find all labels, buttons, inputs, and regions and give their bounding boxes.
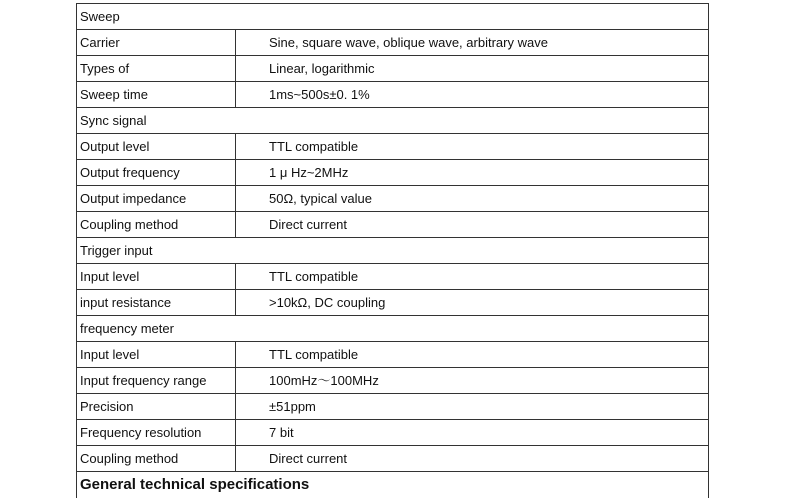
spec-label: Input frequency range — [77, 368, 236, 394]
spec-label: Output level — [77, 134, 236, 160]
section-header-row — [77, 316, 709, 342]
section-title: Sync signal — [77, 108, 709, 134]
spec-value: 50Ω, typical value — [236, 186, 709, 212]
spec-row — [77, 56, 709, 82]
spec-label: input resistance — [77, 290, 236, 316]
spec-row — [77, 134, 709, 160]
section-title: frequency meter — [77, 316, 709, 342]
spec-row — [77, 264, 709, 290]
spec-row — [77, 394, 709, 420]
spec-row — [77, 342, 709, 368]
spec-label: Coupling method — [77, 446, 236, 472]
spec-value: 1ms~500s±0. 1% — [236, 82, 709, 108]
spec-row — [77, 290, 709, 316]
spec-value: ±51ppm — [236, 394, 709, 420]
spec-label: Types of — [77, 56, 236, 82]
spec-row — [77, 420, 709, 446]
spec-value: TTL compatible — [236, 264, 709, 290]
spec-row — [77, 30, 709, 56]
spec-label: Output impedance — [77, 186, 236, 212]
spec-label: Input level — [77, 342, 236, 368]
spec-label: Carrier — [77, 30, 236, 56]
spec-label: Frequency resolution — [77, 420, 236, 446]
spec-label: Precision — [77, 394, 236, 420]
spec-row — [77, 160, 709, 186]
section-header-row — [77, 108, 709, 134]
spec-table-body — [77, 4, 709, 498]
general-spec-heading: General technical specifications — [77, 472, 709, 498]
spec-table — [76, 3, 709, 498]
spec-label: Input level — [77, 264, 236, 290]
general-spec-heading-row — [77, 472, 709, 498]
spec-row — [77, 446, 709, 472]
spec-label: Output frequency — [77, 160, 236, 186]
spec-value: 7 bit — [236, 420, 709, 446]
spec-row — [77, 368, 709, 394]
spec-value: TTL compatible — [236, 134, 709, 160]
spec-row — [77, 82, 709, 108]
spec-value: Direct current — [236, 212, 709, 238]
spec-value: TTL compatible — [236, 342, 709, 368]
spec-row — [77, 186, 709, 212]
section-header-row — [77, 238, 709, 264]
spec-value: 1 μ Hz~2MHz — [236, 160, 709, 186]
spec-value: Sine, square wave, oblique wave, arbitrary wave — [236, 30, 709, 56]
spec-value: >10kΩ, DC coupling — [236, 290, 709, 316]
section-header-row — [77, 4, 709, 30]
spec-value: Linear, logarithmic — [236, 56, 709, 82]
spec-value: 100mHz～100MHz — [236, 368, 709, 394]
section-title: Sweep — [77, 4, 709, 30]
section-title: Trigger input — [77, 238, 709, 264]
spec-label: Sweep time — [77, 82, 236, 108]
spec-value: Direct current — [236, 446, 709, 472]
spec-label: Coupling method — [77, 212, 236, 238]
spec-row — [77, 212, 709, 238]
